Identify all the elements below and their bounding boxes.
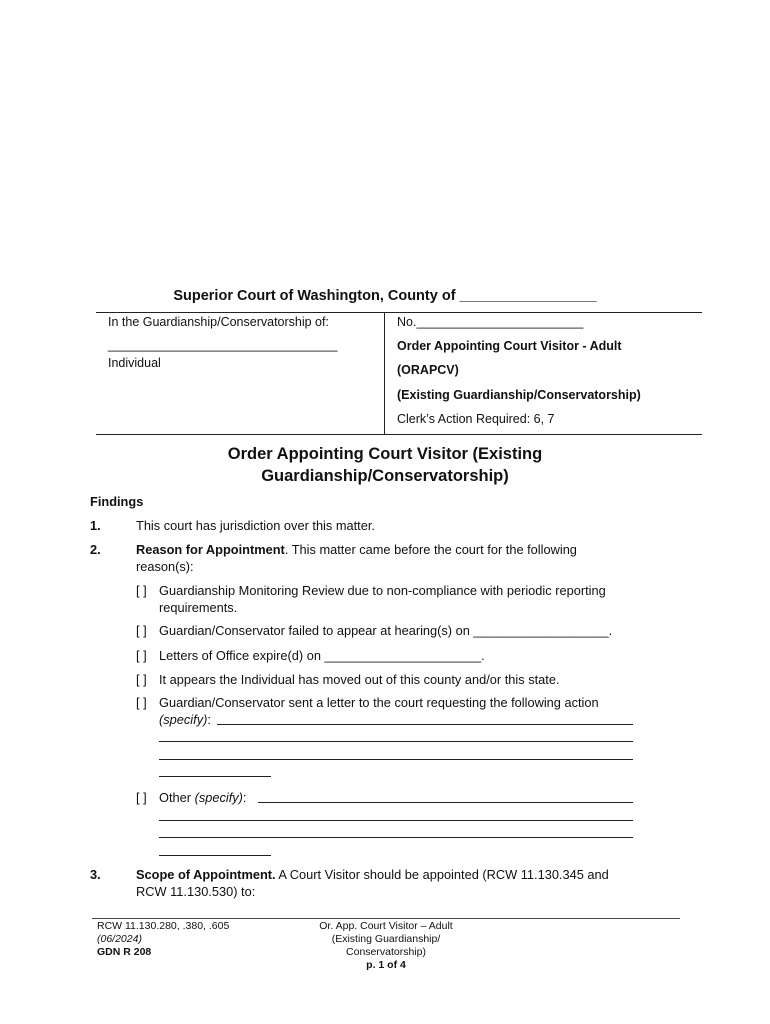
order-title xyxy=(0,443,770,487)
footer-page-number: p. 1 of 4 xyxy=(366,959,406,971)
option6-line-2[interactable] xyxy=(159,820,633,821)
option5-checkbox[interactable]: [ ] xyxy=(136,695,147,710)
caption-bottom-rule xyxy=(96,434,702,435)
form-subtitle: (Existing Guardianship/Conservatorship) xyxy=(397,388,641,402)
option5-colon: : xyxy=(207,712,211,727)
court-title: Superior Court of Washington, County of _________________ xyxy=(173,288,597,304)
option5-line-2[interactable] xyxy=(159,741,633,742)
footer-title-line1: Or. App. Court Visitor – Adult xyxy=(319,920,453,932)
option2-text: Guardian/Conservator failed to appear at hearing(s) on ___________________. xyxy=(159,623,613,638)
option6-line-4[interactable] xyxy=(159,855,271,856)
option6-colon: : xyxy=(242,790,247,805)
findings-heading: Findings xyxy=(90,494,144,509)
option6-label xyxy=(159,789,246,806)
order-title-line1: Order Appointing Court Visitor (Existing xyxy=(227,445,543,463)
item3-text-line2: RCW 11.130.530) to: xyxy=(136,884,256,899)
option4-text: It appears the Individual has moved out of this county and/or this state. xyxy=(159,672,560,687)
option2-checkbox[interactable]: [ ] xyxy=(136,623,147,638)
option5-text: Guardian/Conservator sent a letter to the court requesting the following action xyxy=(159,695,599,710)
option5-line-4[interactable] xyxy=(159,776,271,777)
option6-checkbox[interactable]: [ ] xyxy=(136,790,147,805)
option1-text xyxy=(159,582,649,616)
caption-name-line[interactable]: _________________________________ xyxy=(108,338,338,352)
caption-individual: Individual xyxy=(108,356,161,370)
option5-line-3[interactable] xyxy=(159,759,633,760)
caption-top-rule xyxy=(96,312,702,313)
item3-text xyxy=(136,866,666,900)
option3-text: Letters of Office expire(d) on ______________________. xyxy=(159,648,485,663)
item1-number: 1. xyxy=(90,518,101,533)
caption-in-the: In the Guardianship/Conservatorship of: xyxy=(108,315,329,329)
option1-line1: Guardianship Monitoring Review due to non-compliance with periodic reporting xyxy=(159,583,606,598)
option1-line2: requirements. xyxy=(159,600,238,615)
footer-rule xyxy=(92,918,680,919)
footer-center xyxy=(286,920,486,972)
footer-left xyxy=(97,920,229,959)
item2-text xyxy=(136,541,656,575)
footer-title-line2: (Existing Guardianship/ xyxy=(331,933,441,945)
option6-specify-line[interactable] xyxy=(258,802,633,803)
item2-text-line1: . This matter came before the court for the following xyxy=(284,542,577,557)
option1-checkbox[interactable]: [ ] xyxy=(136,583,147,598)
order-title-line2: Guardianship/Conservatorship) xyxy=(261,467,509,485)
item1-text: This court has jurisdiction over this matter. xyxy=(136,518,375,533)
option5-specify: (specify) xyxy=(159,712,208,727)
footer-title-line3: Conservatorship) xyxy=(346,946,426,958)
item2-label: Reason for Appointment xyxy=(136,542,285,557)
form-code: (ORAPCV) xyxy=(397,363,459,377)
form-title: Order Appointing Court Visitor - Adult xyxy=(397,339,622,353)
option5-specify-line[interactable] xyxy=(217,724,633,725)
item2-text-line2: reason(s): xyxy=(136,559,194,574)
option3-checkbox[interactable]: [ ] xyxy=(136,648,147,663)
option6-line-3[interactable] xyxy=(159,837,633,838)
option4-checkbox[interactable]: [ ] xyxy=(136,672,147,687)
item3-text-line1: A Court Visitor should be appointed (RCW 11.130.345 and xyxy=(275,867,609,882)
caption-divider xyxy=(384,313,385,434)
option5-specify-label xyxy=(159,711,211,728)
item2-number: 2. xyxy=(90,542,101,557)
footer-rcw: RCW 11.130.280, .380, .605 xyxy=(97,920,230,932)
option6-other: Other xyxy=(159,790,195,805)
option6-specify: (specify) xyxy=(194,790,243,805)
clerk-action: Clerk’s Action Required: 6, 7 xyxy=(397,412,555,426)
item3-label: Scope of Appointment. xyxy=(136,867,276,882)
case-number-field[interactable]: No.________________________ xyxy=(397,315,584,329)
item3-number: 3. xyxy=(90,867,101,882)
footer-form-id: GDN R 208 xyxy=(97,946,152,958)
footer-date: (06/2024) xyxy=(97,933,142,945)
